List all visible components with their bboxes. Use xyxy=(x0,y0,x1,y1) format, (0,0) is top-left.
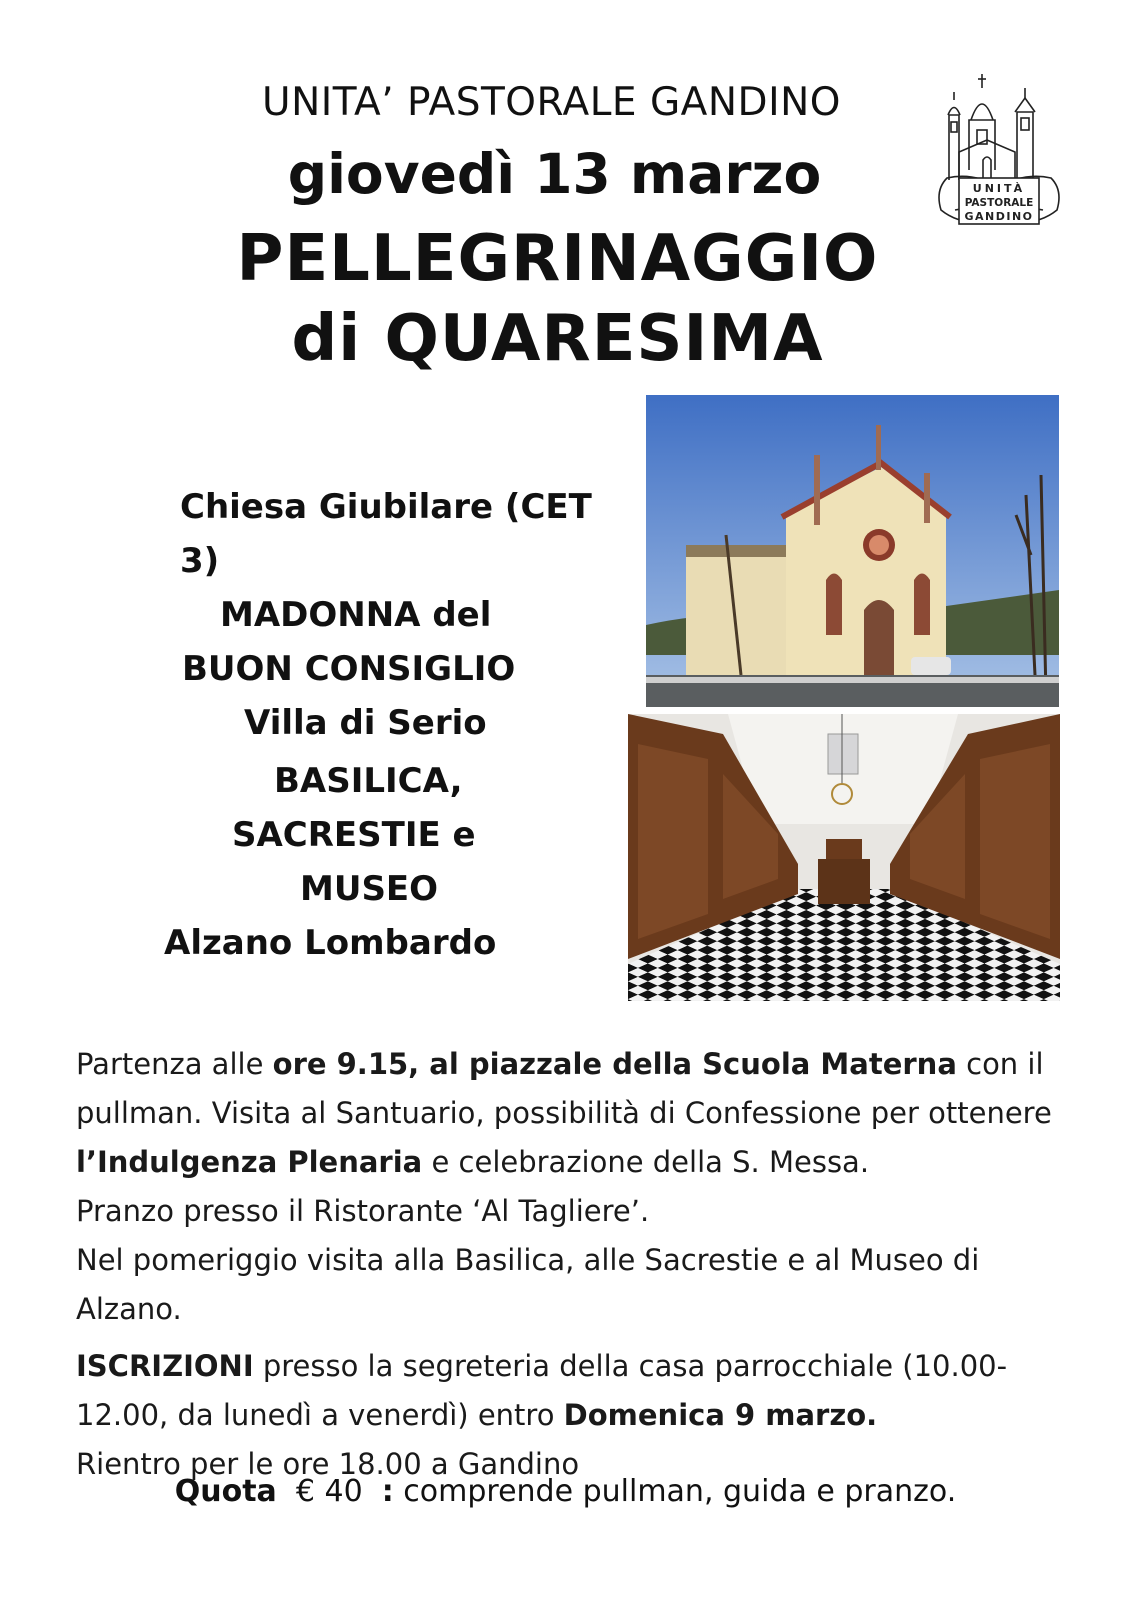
details-line-1-part-a: Partenza alle xyxy=(76,1047,273,1081)
destination-2-line-4: Alzano Lombardo xyxy=(164,923,497,963)
details-line-7 xyxy=(76,1391,1076,1440)
title-line-2 xyxy=(0,302,1131,376)
registration-deadline: Domenica 9 marzo. xyxy=(563,1398,878,1432)
quota-inner xyxy=(175,1474,957,1509)
quota-colon: : xyxy=(381,1474,394,1509)
destination-1-line-1: Chiesa Giubilare (CET 3) xyxy=(180,487,592,581)
destination-2-line-2: SACRESTIE e xyxy=(232,815,476,855)
details-line-6 xyxy=(76,1342,1076,1391)
destination-2-line-1: BASILICA, xyxy=(274,761,463,801)
destination-1-line-3: BUON CONSIGLIO xyxy=(182,649,516,689)
quota-line xyxy=(0,1474,1131,1509)
destination-2-line-3: MUSEO xyxy=(300,869,439,909)
registration-label: ISCRIZIONI xyxy=(76,1349,254,1383)
destination-1-line-2: MADONNA del xyxy=(220,595,492,635)
church-exterior-photo xyxy=(646,395,1059,707)
logo-text-line-1: UNITÀ xyxy=(972,182,1026,195)
quota-label: Quota xyxy=(174,1474,277,1509)
details-line-7-part-a: 12.00, da lunedì a venerdì) entro xyxy=(76,1398,564,1432)
sacristy-interior-photo xyxy=(628,714,1060,1001)
details-line-5: Nel pomeriggio visita alla Basilica, alle Sacrestie e al Museo di Alzano. xyxy=(76,1243,980,1326)
logo-text-line-2: PASTORALE xyxy=(964,197,1034,209)
parish-logo xyxy=(935,60,1063,235)
event-date-text: giovedì 13 marzo xyxy=(287,142,822,206)
title-line-1-text: PELLEGRINAGGIO xyxy=(236,222,879,296)
details-line-1-part-c: con il xyxy=(956,1047,1044,1081)
details-line-1 xyxy=(76,1040,1076,1089)
indulgence-label: l’Indulgenza Plenaria xyxy=(76,1145,423,1179)
quota-amount: € 40 xyxy=(295,1474,363,1509)
details-line-4: Pranzo presso il Ristorante ‘Al Tagliere’. xyxy=(76,1194,650,1228)
title-line-2-text: di QUARESIMA xyxy=(291,302,824,376)
details-line-6-part-b: presso la segreteria della casa parrocchiale (10.00- xyxy=(253,1349,1008,1383)
details-line-2: pullman. Visita al Santuario, possibilità di Confessione per ottenere xyxy=(76,1096,1052,1130)
logo-text-line-3: GANDINO xyxy=(964,210,1034,223)
details-line-8: Rientro per le ore 18.00 a Gandino xyxy=(76,1447,580,1481)
details-line-3-part-b: e celebrazione della S. Messa. xyxy=(422,1145,870,1179)
destination-1-line-4: Villa di Serio xyxy=(244,703,487,743)
quota-description: comprende pullman, guida e pranzo. xyxy=(403,1474,957,1509)
destination-2 xyxy=(160,754,620,970)
details-block xyxy=(76,1040,1076,1489)
departure-info: ore 9.15, al piazzale della Scuola Materna xyxy=(272,1047,957,1081)
destination-1 xyxy=(180,480,610,750)
organization-text: UNITA’ PASTORALE GANDINO xyxy=(262,80,841,125)
details-line-3 xyxy=(76,1138,1076,1187)
